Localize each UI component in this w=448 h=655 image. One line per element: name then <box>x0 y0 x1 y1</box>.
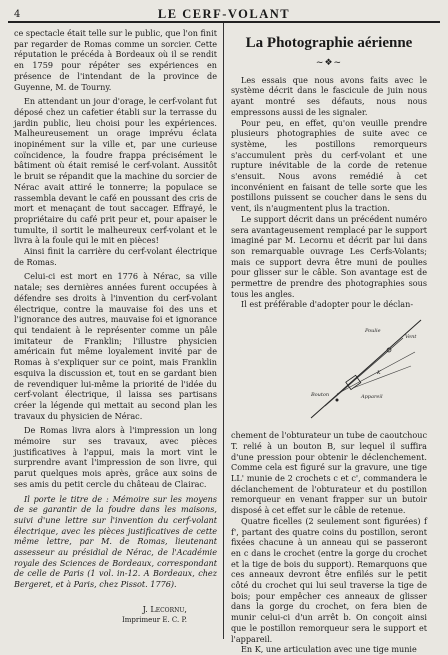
column-divider <box>223 23 224 639</box>
apparatus-illustration <box>307 314 425 426</box>
paragraph: Les essais que nous avons faits avec le système décrit dans le fascicule de juin nous ayant montré ses défauts, nous nous empressons aussi de les signaler. <box>231 74 427 117</box>
string-line <box>337 352 415 394</box>
author-signature: J. Lecornu, <box>142 603 187 614</box>
paragraph: Il est préférable d'adopter pour le déclan- <box>241 299 414 310</box>
paragraph: Ainsi finit la carrière du cerf-volant électrique de Romas. <box>14 246 217 267</box>
header-rule <box>8 21 440 23</box>
paragraph: ce spectacle était telle sur le public, que l'on finit par regarder de Romas comme un sorcier. Cette réputation le précéda à Bordeaux où il se rendit en 1759 pour répéter ses expériences en présence de l'intendant de la province de Guyenne, M. de Tourny. <box>14 28 217 92</box>
paragraph: En attendant un jour d'orage, le cerf-volant fut déposé chez un cafetier établi sur la terrasse du jardin public, lieu choisi pour les expériences. Malheureusement un orage imprévu éclata inopinément sur la ville et, par une curieuse coïncidence, la foudre frappa précisément le bâtiment où était remisé le cerf-volant. Aussitôt le bruit se répandit que la machine du sorcier de Nérac avait attiré le tonnerre; la populace se rassembla devant le café en poussant des cris de mort et menaçant de tout saccager. Effrayé, le propriétaire du café prit peur et, pour apaiser le tumulte, il sortit le malheureux cerf-volant et le livra à la foule qui le mit en pièces! <box>14 96 217 246</box>
string-line <box>353 366 411 388</box>
figure-label: Vent <box>405 334 417 341</box>
page-header <box>8 4 440 22</box>
figure-label: Appareil <box>361 394 383 401</box>
right-column <box>231 28 427 655</box>
paragraph: De Romas livra alors à l'impression un long mémoire sur ses travaux, avec pièces justificatives à l'appui, mais la mort vint le surprendre avant l'impression de son livre, qui parut quelques mois après, grâce aux soins de ses amis du petit cercle du château de Clairac. <box>14 425 217 489</box>
paragraph: Celui-ci est mort en 1776 à Nérac, sa ville natale; ses dernières années furent occupées à défendre ses droits à l'invention du cerf-volant électrique, contre la mauvaise foi des uns et l'ignorance des autres, mauvaise foi et ignorance qui tendaient à le représenter comme un pâle imitateur de Franklin; l'illustre physicien américain fut même loyalement invité par de Romas à s'expliquer sur ce point, mais Franklin esquiva la discussion et, tout en se gardant bien de revendiquer lui-même la priorité de l'idée du cerf-volant électrique, il laissa ses partisans créer la légende qui mettait au second plan les travaux du physicien de Nérac. <box>14 271 217 421</box>
figure-label: K <box>377 370 381 377</box>
paragraph: chement de l'obturateur un tube de caoutchouc T. relié à un bouton B, sur lequel il suffira d'une pression pour obtenir le déclenchement. Comme cela est figuré sur la gravure, une tige LL' munie de 2 crochets c et c', commandera le déclanchement de l'obturateur et du postillon remorqueur en venant frapper sur un butoir disposé à cet effet sur le câble de retenue. <box>231 430 427 516</box>
paragraph: Il porte le titre de : Mémoire sur les moyens de se garantir de la foudre dans les maisons, suivi d'une lettre sur l'invention du cerf-volant électrique, avec les pièces justificatives de cette même lettre, par M. de Romas, lieutenant assesseur au présidial de Nérac, de l'Académie royale des Sciences de Bordeaux, correspondant de celle de Paris (1 vol. in-12. A Bordeaux, chez Bergeret, et à Paris, chez Pissot. 1776). <box>14 493 217 590</box>
left-column <box>14 28 217 625</box>
paragraph: Le support décrit dans un précédent numéro sera avantageusement remplacé par le support imaginé par M. Lecornu et décrit par lui dans son remarquable ouvrage Les Cerfs-Volants; mais ce support devra être muni de poulies pour glisser sur le câble. Son avantage est de permettre de prendre des photographies sous tous les angles. <box>231 213 427 299</box>
figure-label: Bouton <box>311 392 330 399</box>
article-title: La Photographie aérienne <box>245 35 413 51</box>
journal-title: LE CERF-VOLANT <box>157 7 291 21</box>
apparatus-diagram <box>307 314 425 426</box>
figure-label: Poulie <box>365 328 381 335</box>
paragraph: En K, une articulation avec une tige munie <box>241 644 417 655</box>
button-mark <box>336 399 339 402</box>
ornament: ~❖~ <box>315 58 343 68</box>
page-number: 4 <box>14 9 21 20</box>
printer-credit: Imprimeur E. C. P. <box>122 615 187 624</box>
paragraph: Quatre ficelles (2 seulement sont figurées) f f', partant des quatre coins du postillon, seront fixées chacune à un anneau qui se passeront en c dans le crochet (entre la gorge du crochet et la tige de bois du support). Remarquons que ces anneaux devront être enfilés sur le petit côté du crochet qui lui seul traverse la tige de bois; pour empêcher ces anneaux de glisser dans la gorge du crochet, on fera bien de munir celui-ci d'un arrêt b. On conçoit ainsi que le postillon remorqueur sera le support et l'appareil. <box>231 515 427 644</box>
paragraph: Pour peu, en effet, qu'on veuille prendre plusieurs photographies de suite avec ce système, les postillons remorqueurs s'accumulent près du cerf-volant et une rupture inévitable de la corde de retenue s'ensuit. Nous avons remédié à cet inconvénient en faisant de telle sorte que les postillons puissent se coucher dans le sens du vent, ils n'augmentent plus la traction. <box>231 117 427 214</box>
